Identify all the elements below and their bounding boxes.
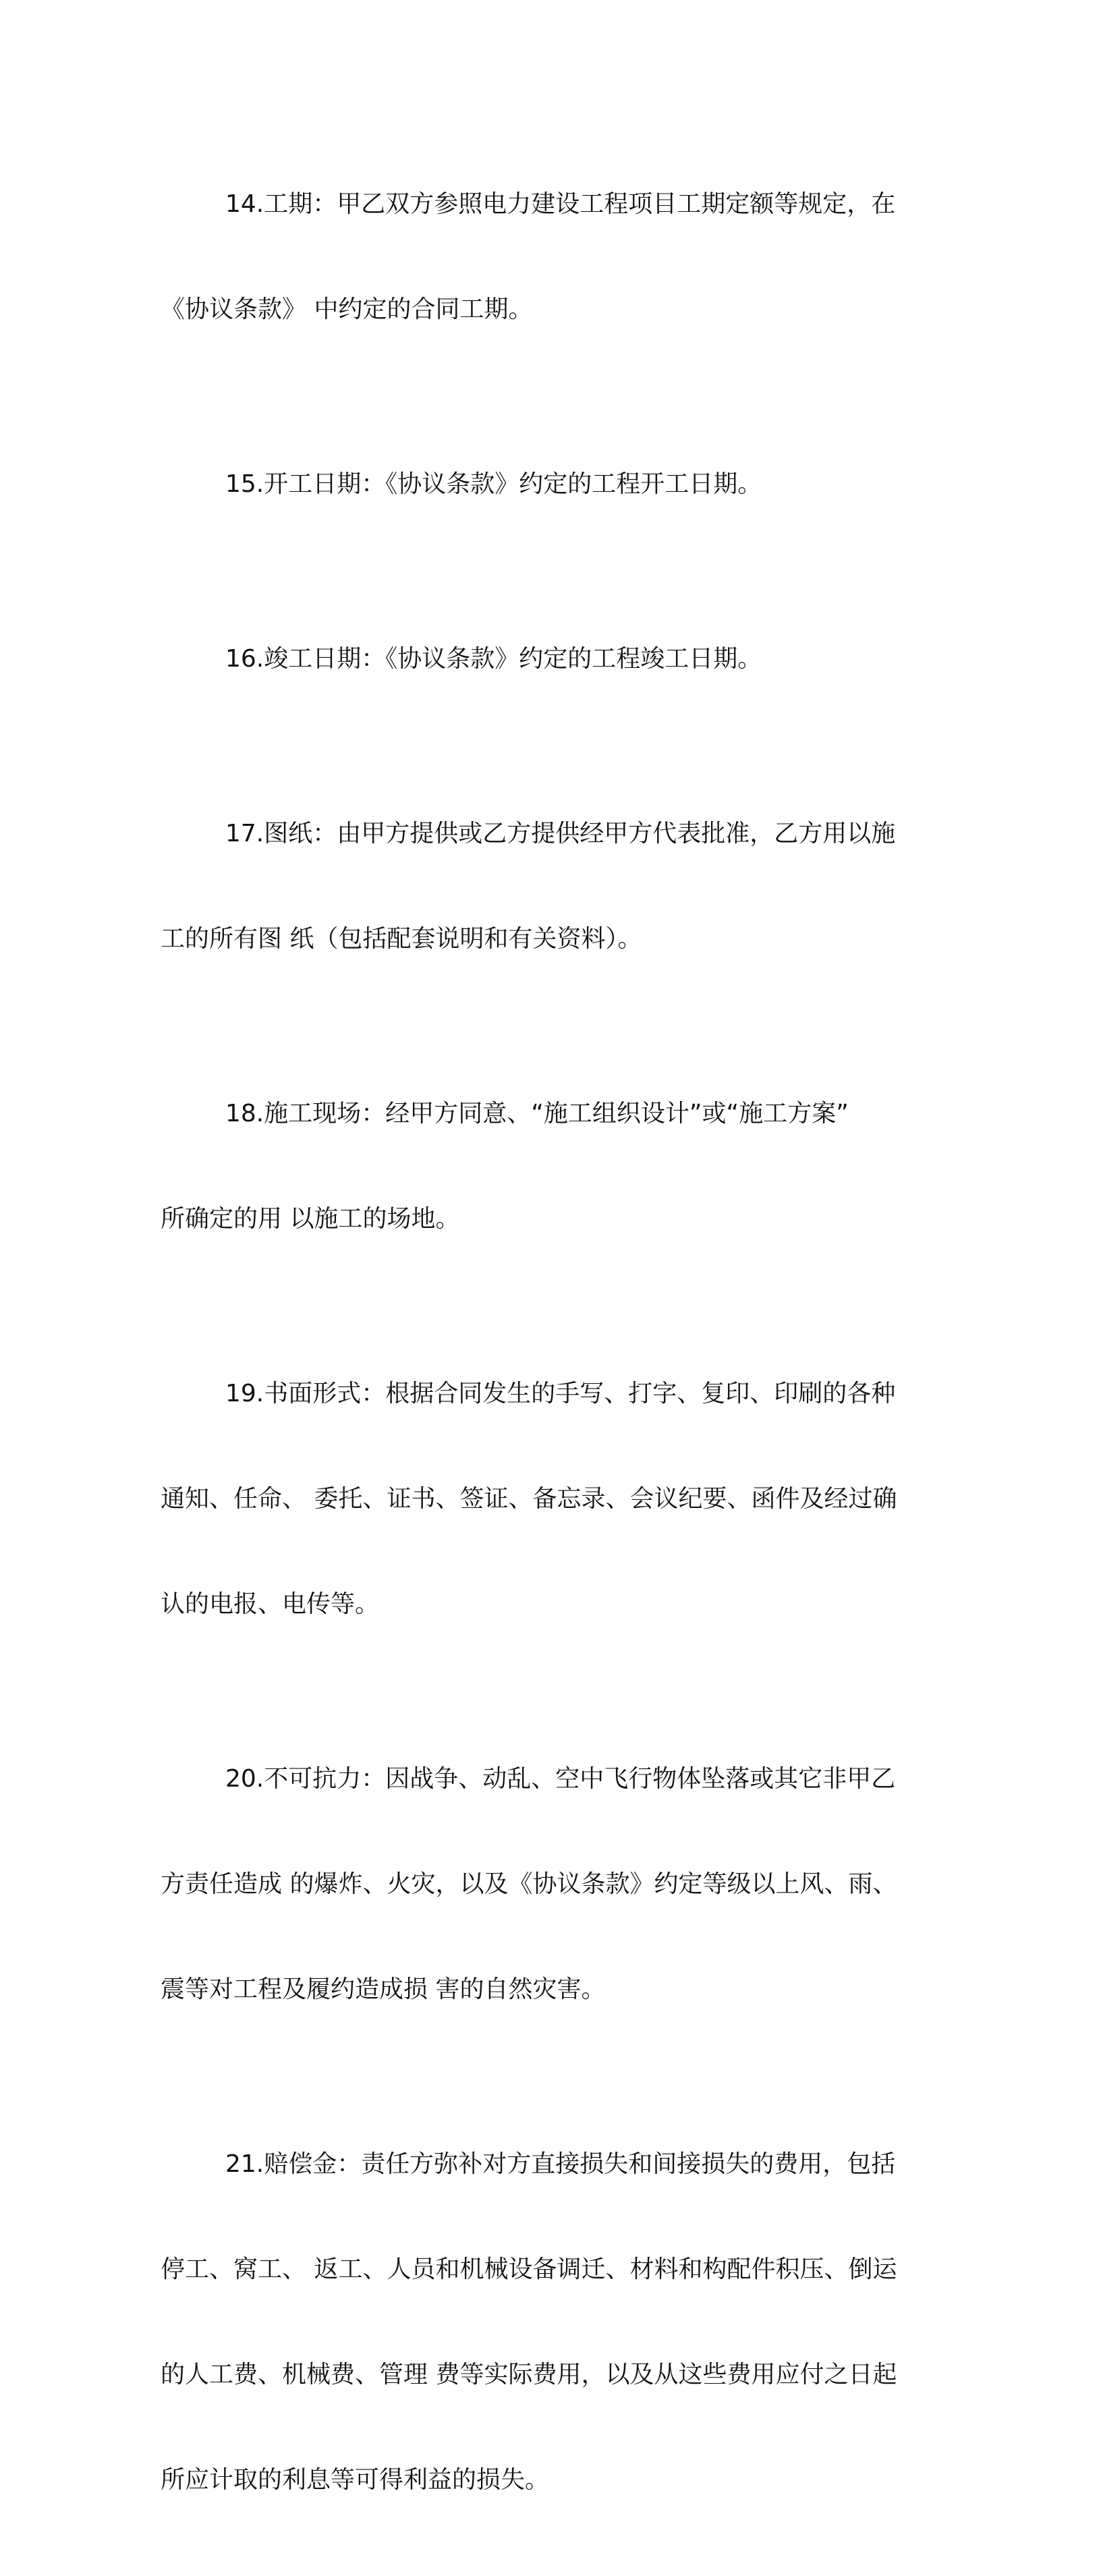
clause-16 — [161, 580, 938, 738]
clause-14 — [161, 125, 938, 389]
clause-20-line-1: 20.不可抗力：因战争、动乱、空中飞行物体坠落或其它非甲乙 — [225, 1765, 896, 1793]
clause-19-line-3: 认的电报、电传等。 — [161, 1590, 380, 1618]
clause-19 — [161, 1315, 938, 1683]
clause-17-line-1: 17.图纸：由甲方提供或乙方提供经甲方代表批准，乙方用以施 — [225, 820, 896, 847]
clause-21 — [161, 2085, 938, 2559]
clause-17-line-2: 工的所有图 纸（包括配套说明和有关资料）。 — [161, 925, 642, 953]
clause-14-line-2: 《协议条款》 中约定的合同工期。 — [161, 296, 533, 323]
clause-20 — [161, 1700, 938, 2069]
clause-20-line-2: 方责任造成 的爆炸、火灾，以及《协议条款》约定等级以上风、雨、 — [161, 1870, 897, 1898]
clause-21-line-2: 停工、窝工、 返工、人员和机械设备调迁、材料和构配件积压、倒运 — [161, 2256, 897, 2283]
clause-21-line-3: 的人工费、机械费、管理 费等实际费用，以及从这些费用应付之日起 — [161, 2361, 897, 2388]
clause-18 — [161, 1035, 938, 1298]
clause-19-line-1: 19.书面形式：根据合同发生的手写、打字、复印、印刷的各种 — [225, 1380, 896, 1407]
clause-19-line-2: 通知、任命、 委托、证书、签证、备忘录、会议纪要、函件及经过确 — [161, 1485, 897, 1513]
clause-15 — [161, 405, 938, 563]
clause-21-line-4: 所应计取的利息等可得利益的损失。 — [161, 2466, 550, 2494]
clause-16-line-1: 16.竣工日期：《协议条款》约定的工程竣工日期。 — [225, 645, 762, 673]
clause-14-line-1: 14.工期：甲乙双方参照电力建设工程项目工期定额等规定，在 — [225, 190, 896, 218]
clause-21-line-1: 21.赔偿金：责任方弥补对方直接损失和间接损失的费用，包括 — [225, 2150, 896, 2178]
clause-18-line-2: 所确定的用 以施工的场地。 — [161, 1205, 460, 1233]
clause-17 — [161, 755, 938, 1018]
clause-18-line-1: 18.施工现场：经甲方同意、“施工组织设计”或“施工方案” — [225, 1100, 849, 1127]
clause-20-line-3: 震等对工程及履约造成损 害的自然灾害。 — [161, 1976, 606, 2003]
document-body — [161, 125, 938, 2576]
clause-15-line-1: 15.开工日期：《协议条款》约定的工程开工日期。 — [225, 470, 762, 498]
